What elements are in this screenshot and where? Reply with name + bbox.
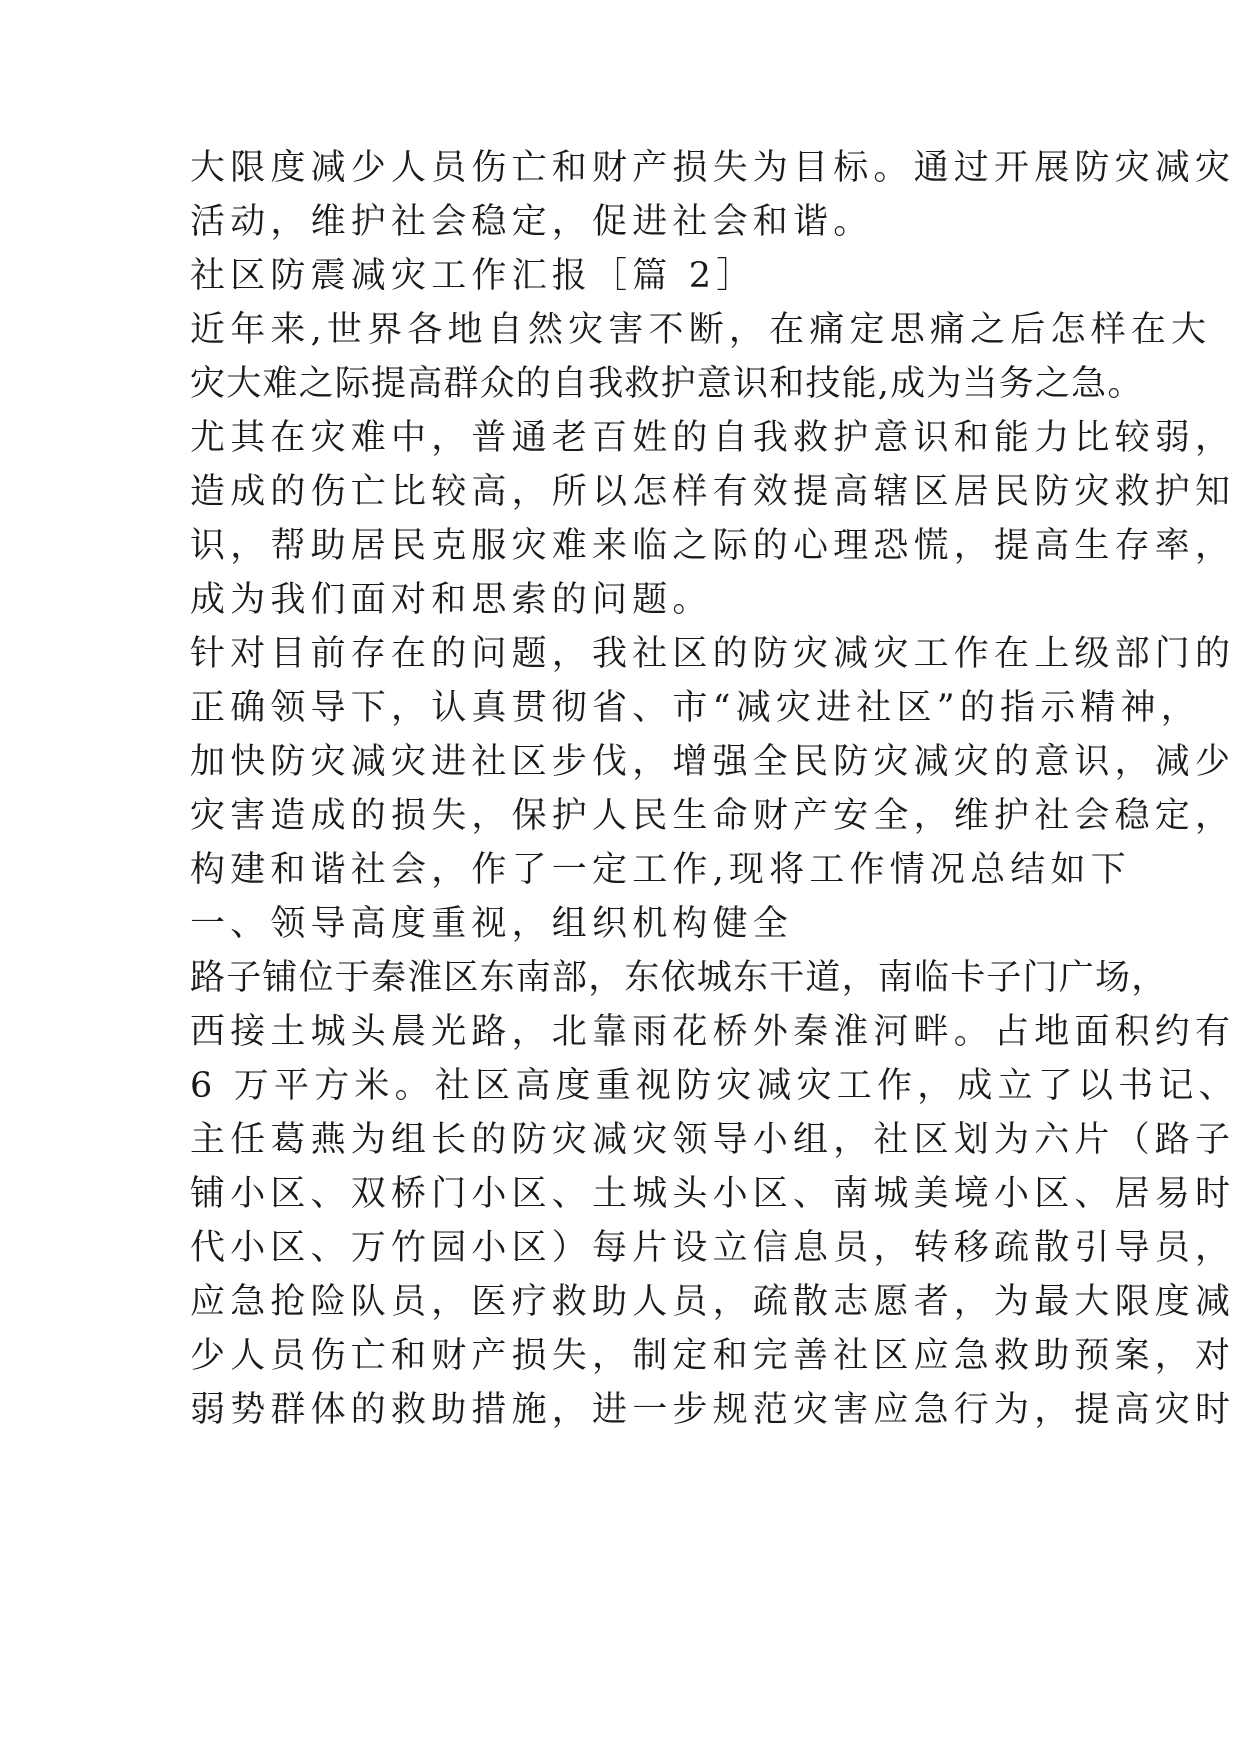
text-line: 加快防灾减灾进社区步伐，增强全民防灾减灾的意识，减少	[190, 742, 1236, 782]
text-line: 少人员伤亡和财产损失，制定和完善社区应急救助预案，对	[190, 1336, 1236, 1376]
text-line: 构建和谐社会，作了一定工作,现将工作情况总结如下	[190, 850, 1131, 890]
text-line: 大限度减少人员伤亡和财产损失为目标。通过开展防灾减灾	[190, 148, 1236, 188]
text-line: 应急抢险队员，医疗救助人员，疏散志愿者，为最大限度减	[190, 1282, 1236, 1322]
text-line: 路子铺位于秦淮区东南部，东依城东干道，南临卡子门广场，	[190, 958, 1168, 998]
text-line: 活动，维护社会稳定，促进社会和谐。	[190, 202, 874, 242]
text-line: 主任葛燕为组长的防灾减灾领导小组，社区划为六片（路子	[190, 1120, 1236, 1160]
text-line: 尤其在灾难中，普通老百姓的自我救护意识和能力比较弱，	[190, 418, 1236, 458]
text-line: 识，帮助居民克服灾难来临之际的心理恐慌，提高生存率，	[190, 526, 1236, 566]
text-line: 灾大难之际提高群众的自我救护意识和技能,成为当务之急。	[190, 364, 1144, 404]
text-line: 弱势群体的救助措施，进一步规范灾害应急行为，提高灾时	[190, 1390, 1236, 1430]
section-heading: 一、领导高度重视，组织机构健全	[190, 904, 794, 944]
text-line: 铺小区、双桥门小区、土城头小区、南城美境小区、居易时	[190, 1174, 1236, 1214]
text-line: 针对目前存在的问题，我社区的防灾减灾工作在上级部门的	[190, 634, 1236, 674]
text-line: 西接土城头晨光路，北靠雨花桥外秦淮河畔。占地面积约有	[190, 1012, 1236, 1052]
text-line: 6 万平方米。社区高度重视防灾减灾工作，成立了以书记、	[190, 1066, 1239, 1106]
text-line: 代小区、万竹园小区）每片设立信息员，转移疏散引导员，	[190, 1228, 1236, 1268]
text-line: 正确领导下，认真贯彻省、市“减灾进社区”的指示精神，	[190, 688, 1201, 728]
section-heading: 社区防震减灾工作汇报［篇 2］	[190, 256, 757, 296]
text-line: 灾害造成的损失，保护人民生命财产安全，维护社会稳定，	[190, 796, 1236, 836]
text-line: 近年来,世界各地自然灾害不断，在痛定思痛之后怎样在大	[190, 310, 1212, 350]
text-line: 成为我们面对和思索的问题。	[190, 580, 713, 620]
text-line: 造成的伤亡比较高，所以怎样有效提高辖区居民防灾救护知	[190, 472, 1236, 512]
